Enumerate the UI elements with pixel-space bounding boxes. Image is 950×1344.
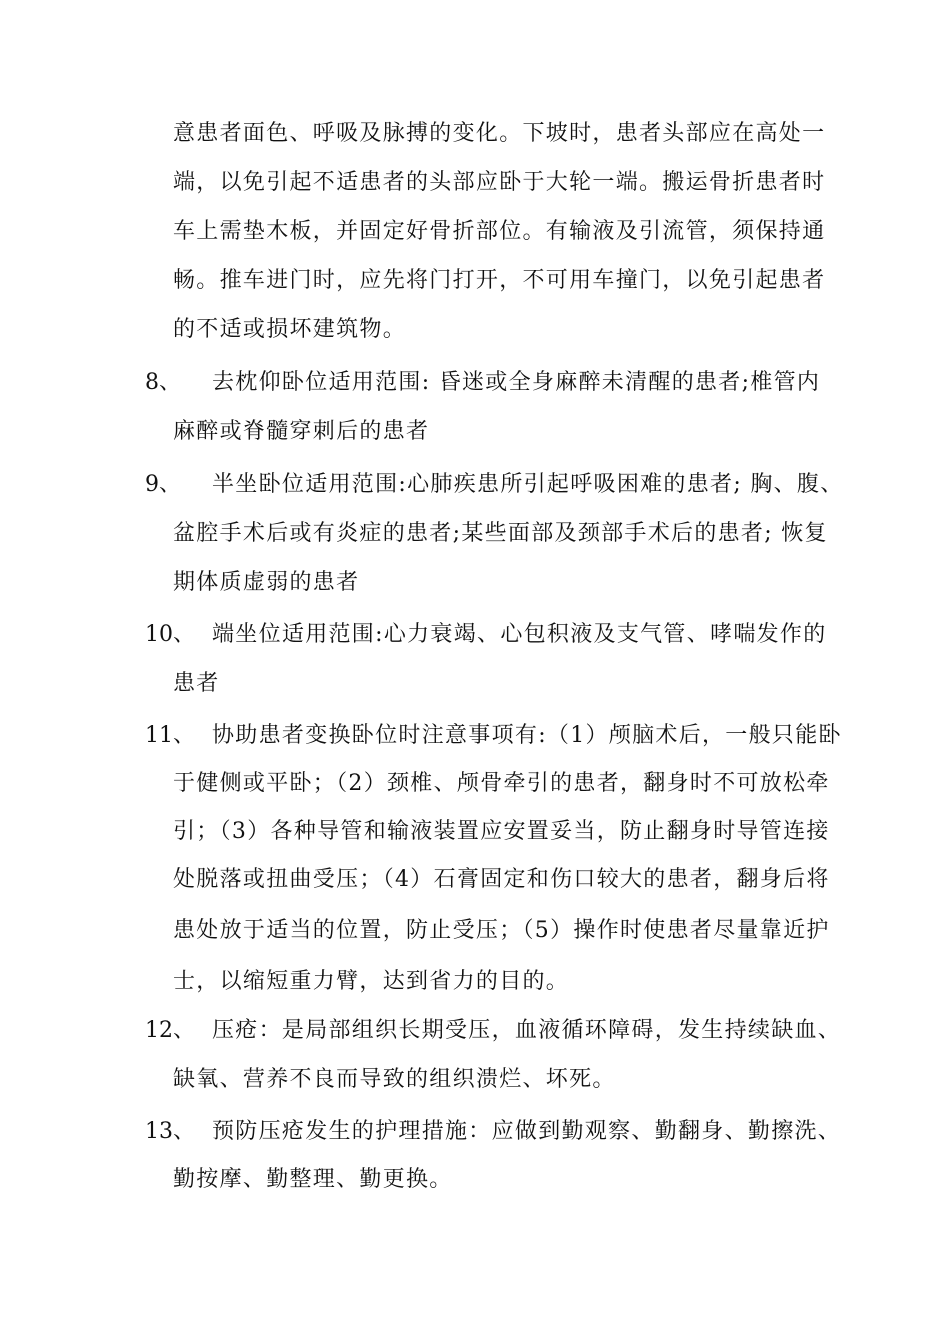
paragraph-line: 士，以缩短重力臂，达到省力的目的。 — [173, 969, 570, 994]
paragraph-line: 缺氧、营养不良而导致的组织溃烂、坏死。 — [173, 1067, 616, 1092]
paragraph-line: 麻醉或脊髓穿刺后的患者 — [173, 419, 430, 444]
paragraph-line: 半坐卧位适用范围:心肺疾患所引起呼吸困难的患者; 胸、腹、 — [212, 472, 844, 497]
paragraph-line: 压疮：是局部组织长期受压，血液循环障碍，发生持续缺血、 — [212, 1018, 842, 1043]
paragraph-line: 勤按摩、勤整理、勤更换。 — [173, 1167, 453, 1192]
item-number: 13、 — [145, 1119, 195, 1144]
paragraph-line: 端坐位适用范围:心力衰竭、心包积液及支气管、哮喘发作的 — [212, 622, 827, 647]
item-number: 11、 — [145, 723, 195, 748]
paragraph-line: 预防压疮发生的护理措施：应做到勤观察、勤翻身、勤擦洗、 — [212, 1119, 842, 1144]
paragraph-line: 协助患者变换卧位时注意事项有:（1）颅脑术后，一般只能卧 — [212, 723, 842, 748]
item-number: 12、 — [145, 1018, 195, 1043]
paragraph-line: 畅。推车进门时，应先将门打开，不可用车撞门，以免引起患者 — [173, 268, 826, 293]
paragraph-line: 的不适或损坏建筑物。 — [173, 317, 407, 342]
paragraph-line: 车上需垫木板，并固定好骨折部位。有输液及引流管，须保持通 — [173, 219, 826, 244]
paragraph-line: 意患者面色、呼吸及脉搏的变化。下坡时，患者头部应在高处一 — [173, 121, 826, 146]
paragraph-line: 期体质虚弱的患者 — [173, 570, 360, 595]
paragraph-line: 引；（3）各种导管和输液装置应安置妥当，防止翻身时导管连接 — [173, 819, 830, 844]
item-number: 10、 — [145, 622, 195, 647]
paragraph-line: 去枕仰卧位适用范围: 昏迷或全身麻醉未清醒的患者;椎管内 — [212, 370, 821, 395]
item-number: 9、 — [145, 472, 181, 497]
item-number: 8、 — [145, 370, 181, 395]
paragraph-line: 盆腔手术后或有炎症的患者;某些面部及颈部手术后的患者; 恢复 — [173, 521, 828, 546]
paragraph-line: 端，以免引起不适患者的头部应卧于大轮一端。搬运骨折患者时 — [173, 170, 826, 195]
paragraph-line: 患者 — [173, 671, 220, 696]
paragraph-line: 患处放于适当的位置，防止受压；（5）操作时使患者尽量靠近护 — [173, 918, 830, 943]
paragraph-line: 于健侧或平卧；（2）颈椎、颅骨牵引的患者，翻身时不可放松牵 — [173, 771, 830, 796]
paragraph-line: 处脱落或扭曲受压；（4）石膏固定和伤口较大的患者，翻身后将 — [173, 867, 830, 892]
